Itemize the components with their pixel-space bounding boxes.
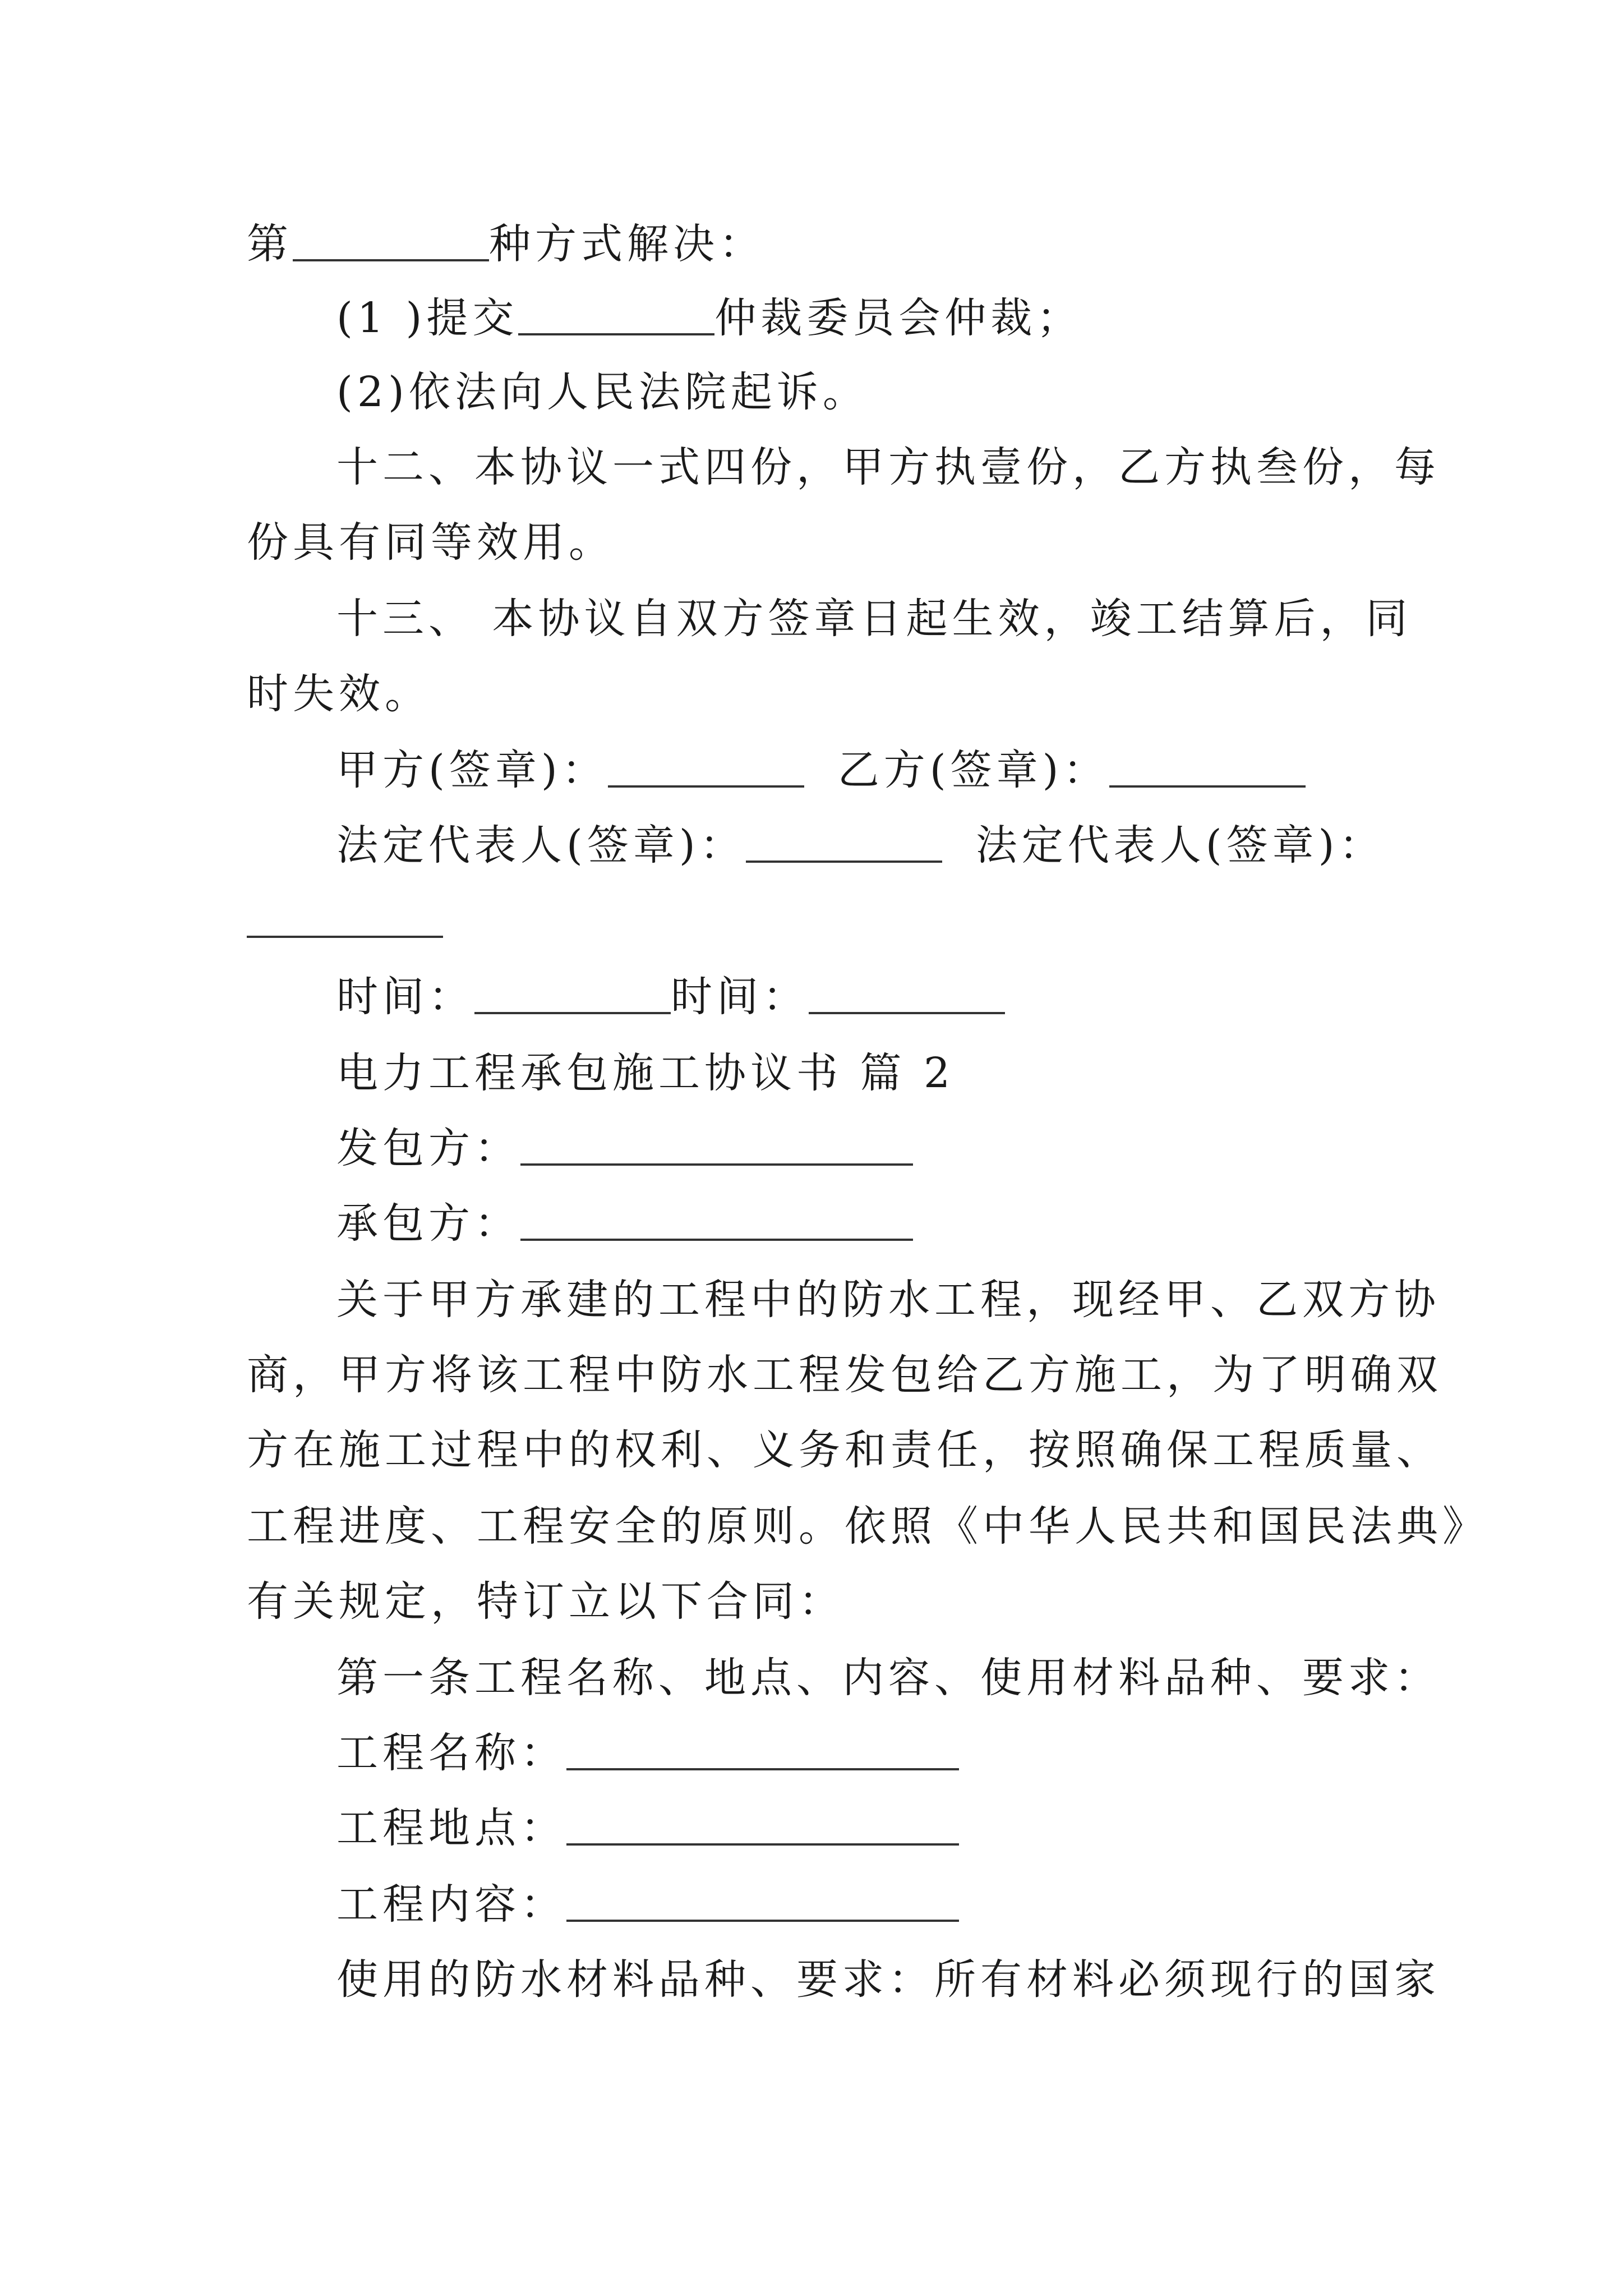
text: 第 <box>247 220 293 268</box>
section-title: 电力工程承包施工协议书 篇 2 <box>336 1049 955 1097</box>
text-line: 份具有同等效用。 <box>247 518 615 567</box>
employer-blank <box>520 1128 913 1166</box>
date-line <box>336 966 1005 1028</box>
project-location-blank <box>566 1807 959 1846</box>
legal-rep-b-blank <box>247 900 443 938</box>
text-line <box>336 1117 913 1179</box>
party-b-seal-blank <box>1109 749 1306 788</box>
text: 仲裁委员会仲裁； <box>714 294 1083 342</box>
legal-rep-a-label: 法定代表人(签章)： <box>336 821 746 869</box>
text-line <box>336 287 1082 349</box>
project-content-blank <box>566 1884 959 1922</box>
fill-blank <box>293 223 489 261</box>
text-line: 时失效。 <box>247 670 431 718</box>
text-line: 方在施工过程中的权利、义务和责任，按照确保工程质量、 <box>247 1426 1442 1474</box>
text-line: 关于甲方承建的工程中的防水工程，现经甲、乙双方协 <box>336 1276 1440 1324</box>
employer-label: 发包方： <box>336 1124 520 1172</box>
signature-line-party-a-b <box>336 739 1306 801</box>
party-b-seal-label: 乙方(签章)： <box>837 746 1109 794</box>
text-line: 有关规定，特订立以下合同： <box>247 1577 845 1626</box>
text-line <box>336 1193 913 1254</box>
text-line <box>336 1797 959 1859</box>
text-line: 工程进度、工程安全的原则。依照《中华人民共和国民法典》 <box>247 1502 1488 1550</box>
date-a-blank <box>474 976 671 1014</box>
date-b-label: 时间： <box>671 973 809 1021</box>
text-line <box>247 213 765 275</box>
party-a-seal-blank <box>608 749 804 788</box>
project-content-label: 工程内容： <box>336 1880 566 1929</box>
fill-blank <box>518 297 714 335</box>
date-b-blank <box>809 976 1005 1014</box>
contractor-blank <box>520 1203 913 1241</box>
text-line: 使用的防水材料品种、要求：所有材料必须现行的国家 <box>336 1955 1440 2004</box>
legal-rep-b-label: 法定代表人(签章)： <box>975 821 1385 869</box>
text-line <box>247 890 443 951</box>
project-name-blank <box>566 1732 959 1770</box>
party-a-seal-label: 甲方(签章)： <box>336 746 608 794</box>
date-a-label: 时间： <box>336 973 474 1021</box>
text: (1 )提交 <box>336 294 519 342</box>
signature-line-legal-rep <box>336 815 1385 876</box>
text-line <box>336 1722 959 1784</box>
legal-rep-a-blank <box>746 825 942 863</box>
project-name-label: 工程名称： <box>336 1729 566 1777</box>
text-line <box>336 1874 959 1935</box>
text-line: (2)依法向人民法院起诉。 <box>336 368 869 416</box>
text: 种方式解决： <box>489 220 765 268</box>
text-line: 商，甲方将该工程中防水工程发包给乙方施工，为了明确双 <box>247 1351 1442 1399</box>
text-line: 十二、本协议一式四份，甲方执壹份，乙方执叁份，每 <box>336 443 1440 491</box>
text-line: 十三、 本协议自双方签章日起生效，竣工结算后，同 <box>336 595 1412 643</box>
project-location-label: 工程地点： <box>336 1804 566 1852</box>
contractor-label: 承包方： <box>336 1199 520 1248</box>
article-heading: 第一条工程名称、地点、内容、使用材料品种、要求： <box>336 1654 1440 1702</box>
